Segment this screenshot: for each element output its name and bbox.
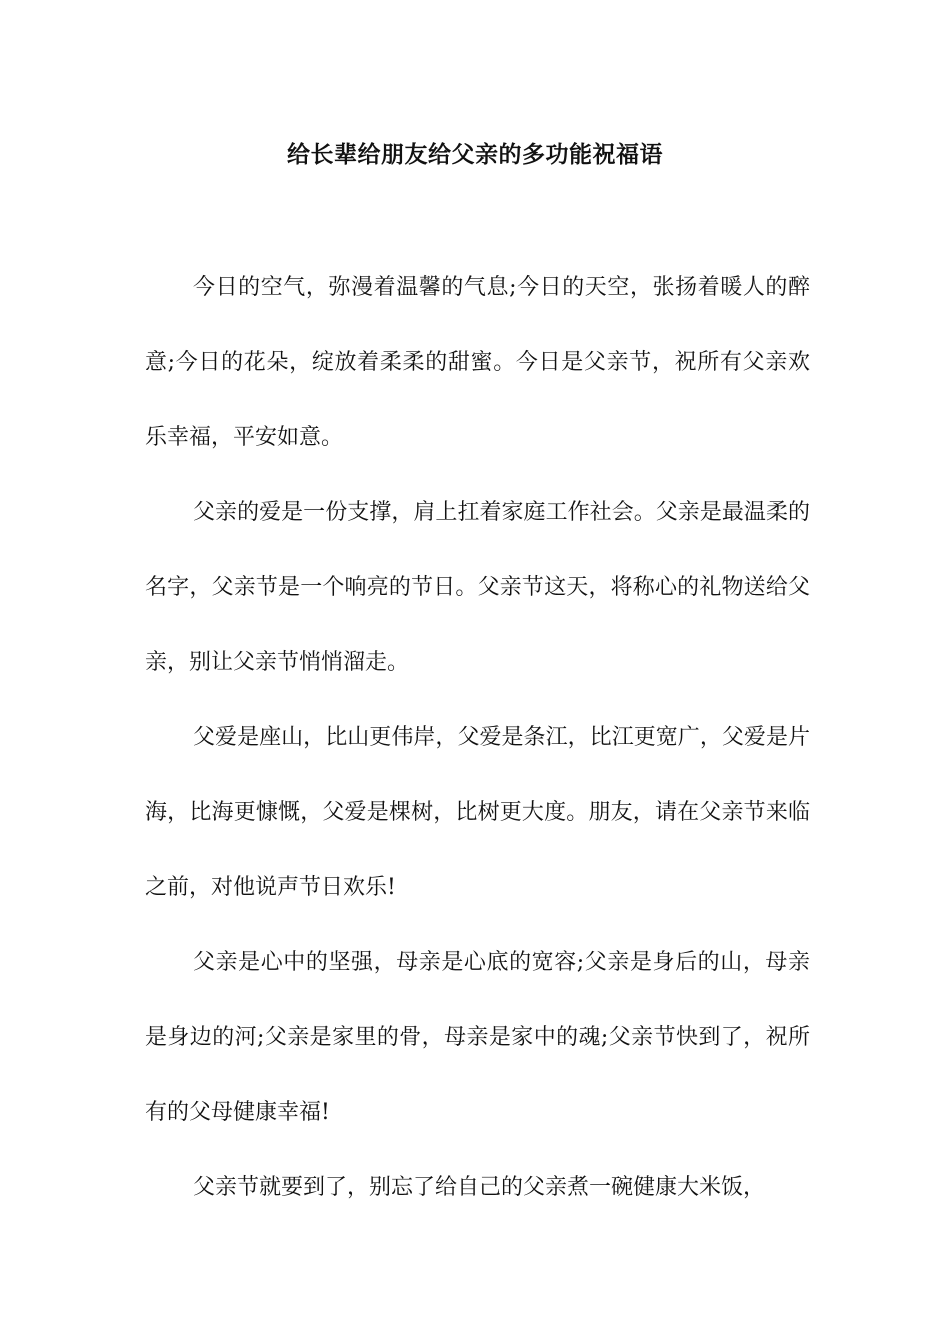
- paragraph-4: 父亲是心中的坚强，母亲是心底的宽容;父亲是身后的山，母亲是身边的河;父亲是家里的骨，母亲是家中的魂;父亲节快到了，祝所有的父母健康幸福!: [145, 950, 810, 1125]
- document-body: [145, 250, 810, 1225]
- paragraph-3: 父爱是座山，比山更伟岸，父爱是条江，比江更宽广，父爱是片海，比海更慷慨，父爱是棵树，比树更大度。朋友，请在父亲节来临之前，对他说声节日欢乐!: [145, 725, 810, 900]
- document-title: 给长辈给朋友给父亲的多功能祝福语: [287, 142, 663, 168]
- paragraph-5: 父亲节就要到了，别忘了给自己的父亲煮一碗健康大米饭，: [193, 1175, 766, 1200]
- paragraph-2: 父亲的爱是一份支撑，肩上扛着家庭工作社会。父亲是最温柔的名字，父亲节是一个响亮的节日。父亲节这天，将称心的礼物送给父亲，别让父亲节悄悄溜走。: [145, 500, 810, 675]
- paragraph-1: 今日的空气，弥漫着温馨的气息;今日的天空，张扬着暖人的醉意;今日的花朵，绽放着柔柔的甜蜜。今日是父亲节，祝所有父亲欢乐幸福，平安如意。: [145, 275, 810, 450]
